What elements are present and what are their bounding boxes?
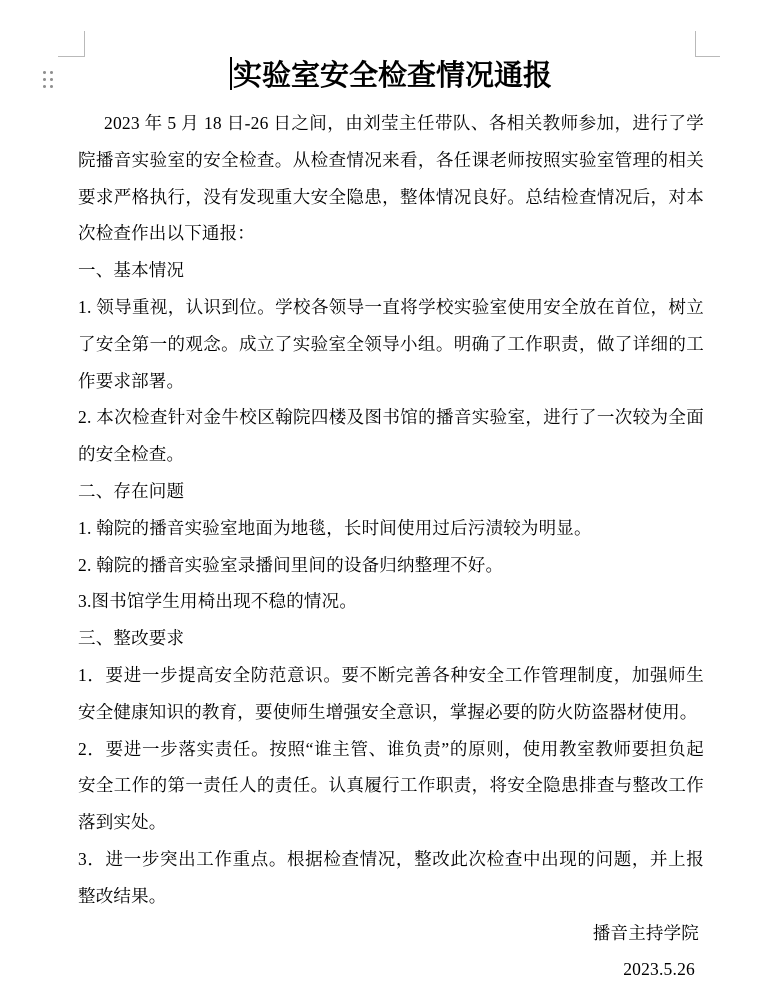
signature[interactable]: 播音主持学院 — [592, 922, 699, 943]
text-boundary-corner-top-right-icon — [695, 31, 720, 57]
dot — [50, 71, 53, 74]
document-body — [78, 105, 704, 988]
dot — [50, 78, 53, 81]
paragraph-problem-2[interactable]: 2. 翰院的播音实验室录播间里间的设备归纳整理不好。 — [78, 554, 504, 575]
paragraph-requirement-3[interactable]: 3．进一步突出工作重点。根据检查情况，整改此次检查中出现的问题，并上报整改结果。 — [78, 848, 704, 906]
text-boundary-corner-top-left-icon — [58, 31, 85, 57]
section-heading-1[interactable]: 一、基本情况 — [78, 260, 185, 281]
signature-date[interactable]: 2023.5.26 — [623, 959, 695, 980]
document-title-text: 实验室安全检查情况通报 — [232, 60, 552, 92]
drag-handle-icon[interactable] — [43, 71, 53, 88]
paragraph-basic-2[interactable]: 2. 本次检查针对金牛校区翰院四楼及图书馆的播音实验室，进行了一次较为全面的安全检查。 — [78, 407, 704, 465]
dot — [43, 78, 46, 81]
paragraph-requirement-2[interactable]: 2．要进一步落实责任。按照“谁主管、谁负责”的原则，使用教室教师要担负起安全工作的第一责任人的责任。认真履行工作职责，将安全隐患排查与整改工作落到实处。 — [78, 738, 704, 833]
dot — [43, 71, 46, 74]
section-heading-3[interactable]: 三、整改要求 — [78, 628, 185, 649]
paragraph-problem-1[interactable]: 1. 翰院的播音实验室地面为地毯，长时间使用过后污渍较为明显。 — [78, 517, 592, 538]
text-cursor — [230, 57, 232, 90]
document-title[interactable] — [78, 56, 704, 96]
text-area — [78, 56, 704, 988]
paragraph-basic-1[interactable]: 1. 领导重视，认识到位。学校各领导一直将学校实验室使用安全放在首位，树立了安全第一的观念。成立了实验室全领导小组。明确了工作职责，做了详细的工作要求部署。 — [78, 296, 704, 391]
paragraph-requirement-1[interactable]: 1．要进一步提高安全防范意识。要不断完善各种安全工作管理制度，加强师生安全健康知识的教育，要使师生增强安全意识，掌握必要的防火防盗器材使用。 — [78, 664, 704, 722]
dot — [43, 85, 46, 88]
paragraph-intro[interactable]: 2023 年 5 月 18 日-26 日之间，由刘莹主任带队、各相关教师参加，进行了学院播音实验室的安全检查。从检查情况来看，各任课老师按照实验室管理的相关要求严格执行，没有发现重大安全隐患，整体情况良好。总结检查情况后，对本次检查作出以下通报： — [78, 113, 704, 244]
paragraph-problem-3[interactable]: 3.图书馆学生用椅出现不稳的情况。 — [78, 591, 358, 612]
dot — [50, 85, 53, 88]
section-heading-2[interactable]: 二、存在问题 — [78, 480, 185, 501]
